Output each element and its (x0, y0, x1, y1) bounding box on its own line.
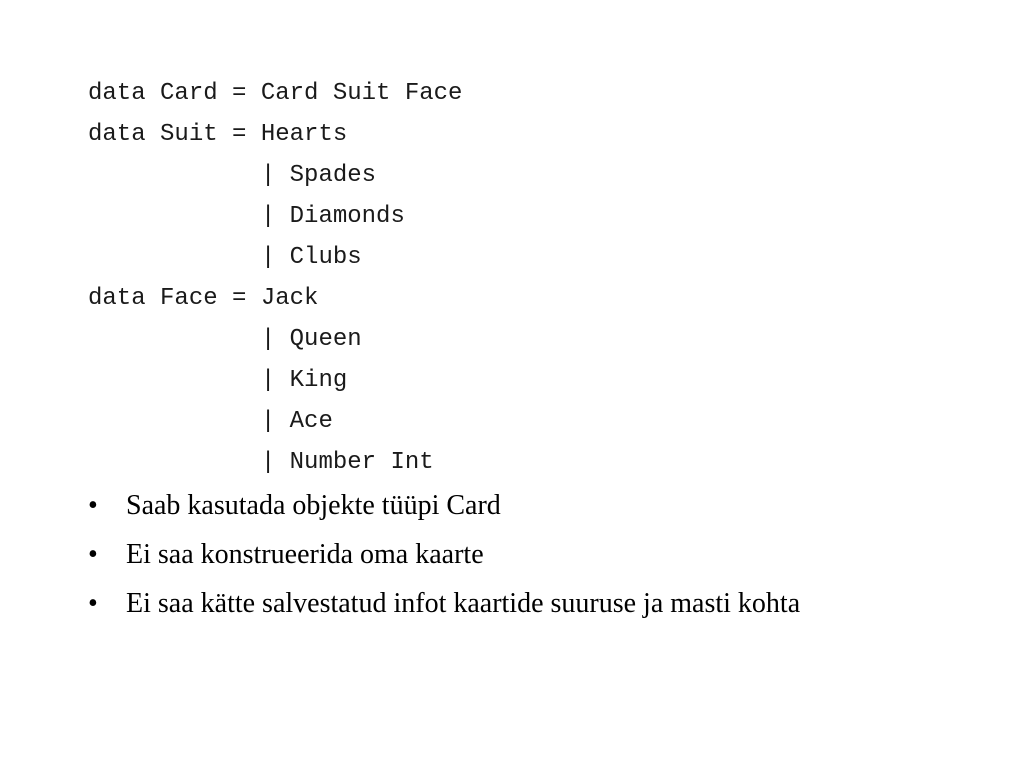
bullet-text: Ei saa kätte salvestatud infot kaartide suuruse ja masti kohta (126, 588, 801, 619)
code-line: | Clubs (88, 244, 362, 271)
code-block (88, 73, 462, 483)
code-line: | Spades (88, 162, 377, 189)
bullet-item (88, 584, 908, 624)
bullet-item (88, 486, 908, 526)
code-line: data Card = Card Suit Face (88, 80, 463, 107)
bullet-dot-icon: • (88, 539, 98, 570)
bullet-item (88, 535, 908, 575)
code-line: data Face = Jack (88, 285, 319, 312)
bullet-dot-icon: • (88, 490, 98, 521)
bullet-text: Ei saa konstrueerida oma kaarte (126, 539, 484, 570)
code-line: | Queen (88, 326, 362, 353)
bullet-dot-icon: • (88, 588, 98, 619)
code-line: | Diamonds (88, 203, 405, 230)
code-line: | King (88, 367, 348, 394)
code-line: | Ace (88, 408, 333, 435)
code-line: data Suit = Hearts (88, 121, 348, 148)
bullet-list (88, 486, 908, 633)
code-line: | Number Int (88, 449, 434, 476)
bullet-text: Saab kasutada objekte tüüpi Card (126, 490, 501, 521)
